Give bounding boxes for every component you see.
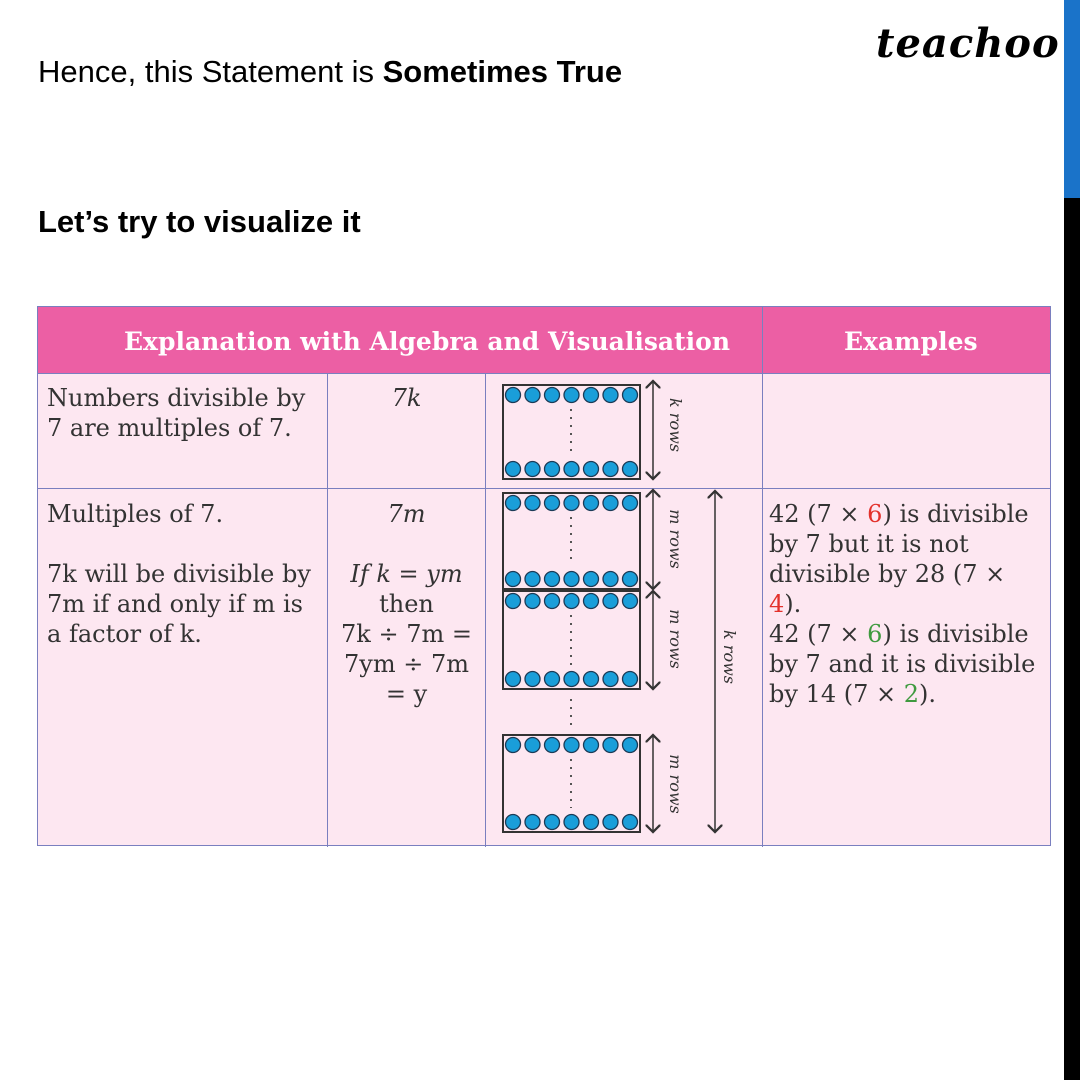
expr-line: 7ym ÷ 7m (344, 650, 469, 678)
ex1-a: 42 (7 × (769, 500, 868, 528)
dot (545, 462, 560, 477)
expr-line: 7k ÷ 7m = (341, 620, 472, 648)
m-rows-label: m rows (666, 509, 685, 569)
dot (584, 672, 599, 687)
header-examples: Examples (844, 327, 978, 356)
right-edge-bar (1064, 0, 1080, 1080)
dot (545, 815, 560, 830)
dot (564, 388, 579, 403)
k-rows-label: k rows (720, 630, 739, 684)
dot (623, 462, 638, 477)
dot (506, 388, 521, 403)
dot (506, 672, 521, 687)
dot (506, 496, 521, 511)
dot (525, 815, 540, 830)
teachoo-logo: teachoo (876, 20, 1060, 67)
dot (506, 738, 521, 753)
dot (564, 496, 579, 511)
dot (545, 594, 560, 609)
dot (545, 572, 560, 587)
dot (545, 496, 560, 511)
row1-description: Numbers divisible by 7 are multiples of 7. (47, 384, 306, 442)
dot (525, 572, 540, 587)
dot (603, 672, 618, 687)
dot (584, 496, 599, 511)
dot (584, 388, 599, 403)
right-edge-bar-accent (1064, 0, 1080, 198)
dot (603, 815, 618, 830)
dot (623, 738, 638, 753)
dot (525, 462, 540, 477)
row2-desc-line2: 7k will be divisible by 7m if and only if m is a factor of k. (47, 560, 311, 648)
dot (525, 594, 540, 609)
dot (564, 738, 579, 753)
dot (584, 594, 599, 609)
dot (623, 594, 638, 609)
dot (525, 496, 540, 511)
ex1-num: 6 (867, 500, 883, 528)
dot (603, 388, 618, 403)
dot (603, 462, 618, 477)
dot (564, 815, 579, 830)
dot (603, 738, 618, 753)
dot (564, 594, 579, 609)
header-explanation: Explanation with Algebra and Visualisation (124, 327, 731, 356)
statement-line (38, 54, 622, 90)
expr-line: = y (385, 680, 428, 708)
dot (623, 672, 638, 687)
ex2-c: ). (919, 680, 936, 708)
dot (603, 572, 618, 587)
m-rows-label: m rows (666, 609, 685, 669)
dot (525, 672, 540, 687)
dot (545, 738, 560, 753)
dot (584, 462, 599, 477)
dot-array-visualisation (38, 307, 1050, 847)
ex1-c: ). (784, 590, 802, 618)
row2-desc-line1: Multiples of 7. (47, 500, 224, 528)
expr-line: If k = ym (350, 560, 463, 588)
dot (623, 388, 638, 403)
dot (506, 594, 521, 609)
dot (564, 462, 579, 477)
explanation-table (37, 306, 1051, 846)
visualize-heading: Let’s try to visualize it (38, 204, 361, 239)
dot (603, 496, 618, 511)
m-rows-label: m rows (666, 754, 685, 814)
statement-verdict: Sometimes True (382, 54, 623, 89)
dot (506, 462, 521, 477)
dot (506, 815, 521, 830)
dot (545, 388, 560, 403)
dot (623, 572, 638, 587)
dot (603, 594, 618, 609)
expr-line: then (379, 590, 434, 618)
ex1-num2: 4 (769, 590, 785, 618)
dot (525, 738, 540, 753)
dot (623, 496, 638, 511)
dot (623, 815, 638, 830)
dot (564, 572, 579, 587)
statement-prefix: Hence, this Statement is (38, 54, 383, 89)
dot (525, 388, 540, 403)
ex2-a: 42 (7 × (769, 620, 868, 648)
row1-expression-text: 7k (391, 384, 422, 412)
dot (564, 672, 579, 687)
ex1-b: ) is divisible by 7 but it is not divisible by 28 (7 × (769, 500, 1029, 588)
dot (584, 572, 599, 587)
dot (545, 672, 560, 687)
dot (584, 738, 599, 753)
expr-line: 7m (387, 500, 426, 528)
ex2-b: ) is divisible by 7 and it is divisible by 14 (7 × (769, 620, 1036, 708)
row1-k-rows-label: k rows (666, 398, 685, 452)
ex2-num2: 2 (903, 680, 919, 708)
dot (506, 572, 521, 587)
ex2-num: 6 (867, 620, 883, 648)
dot (584, 815, 599, 830)
